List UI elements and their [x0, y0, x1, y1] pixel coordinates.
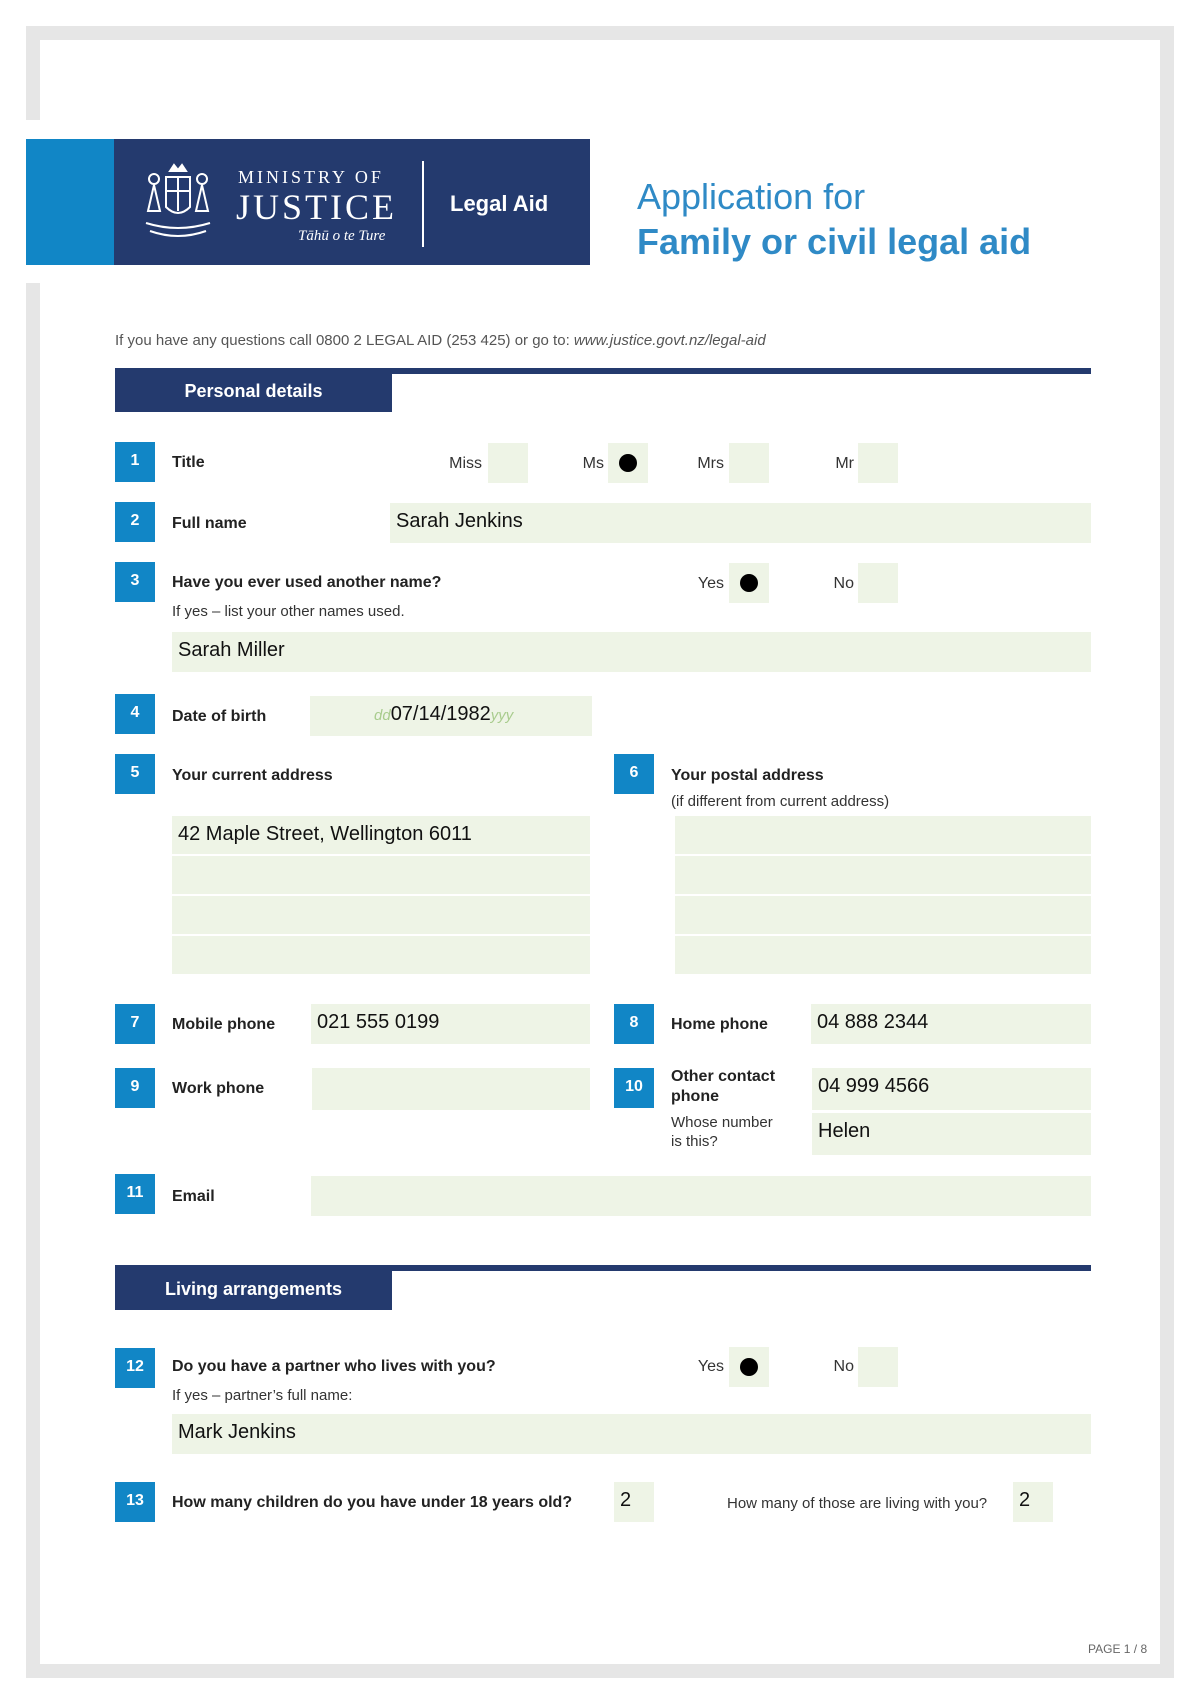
postal-address-line2[interactable]: [675, 856, 1091, 894]
partner-no-label: No: [833, 1358, 854, 1375]
ministry-name-line1: MINISTRY OF: [238, 167, 384, 187]
other-name-instruction: If yes – list your other names used.: [172, 603, 405, 620]
current-address-line3[interactable]: [172, 896, 590, 934]
title-option-miss-label: Miss: [449, 455, 482, 472]
page-frame-top: [26, 26, 1174, 40]
question-number: 2: [115, 502, 155, 542]
mobile-phone-field[interactable]: 021 555 0199: [311, 1004, 590, 1044]
other-contact-phone-field[interactable]: 04 999 4566: [812, 1068, 1091, 1110]
selected-mark: [619, 454, 637, 472]
form-title-line2: Family or civil legal aid: [637, 221, 1032, 262]
coat-of-arms-icon: [136, 161, 220, 245]
date-of-birth-field[interactable]: [310, 696, 592, 736]
question-number: 4: [115, 694, 155, 734]
full-name-label: Full name: [172, 515, 247, 532]
contact-info-text: If you have any questions call 0800 2 LEGAL AID (253 425) or go to:: [115, 332, 574, 349]
home-phone-label: Home phone: [671, 1016, 768, 1033]
other-contact-label-line1: Other contact: [671, 1068, 776, 1085]
current-address-line4[interactable]: [172, 936, 590, 974]
postal-address-line1[interactable]: [675, 816, 1091, 854]
other-name-no-checkbox[interactable]: [858, 563, 898, 603]
title-option-ms-label: Ms: [582, 455, 604, 472]
title-option-mrs-label: Mrs: [697, 455, 724, 472]
children-count-question: How many children do you have under 18 years old?: [172, 1494, 573, 1511]
work-phone-label: Work phone: [172, 1080, 265, 1097]
page-frame-left-lower: [26, 283, 40, 1678]
children-living-question: How many of those are living with you?: [727, 1495, 988, 1512]
ministry-banner: [114, 139, 590, 265]
mobile-phone-label: Mobile phone: [172, 1016, 276, 1033]
question-number: 6: [614, 754, 654, 794]
banner-accent: [26, 139, 114, 265]
whose-number-label-line2: is this?: [671, 1133, 718, 1150]
dob-hint-dd: dd: [374, 707, 391, 724]
whose-number-field[interactable]: Helen: [812, 1113, 1091, 1155]
question-number: 7: [115, 1004, 155, 1044]
title-option-mrs-checkbox[interactable]: [729, 443, 769, 483]
email-field[interactable]: [311, 1176, 1091, 1216]
title-option-mr-checkbox[interactable]: [858, 443, 898, 483]
home-phone-field[interactable]: 04 888 2344: [811, 1004, 1091, 1044]
other-name-question: Have you ever used another name?: [172, 574, 442, 591]
ministry-name-line2: JUSTICE: [236, 187, 398, 227]
contact-info: [115, 332, 766, 349]
partner-yes-checkbox[interactable]: [729, 1347, 769, 1387]
partner-name-field[interactable]: Mark Jenkins: [172, 1414, 1091, 1454]
partner-question: Do you have a partner who lives with you?: [172, 1358, 496, 1375]
postal-address-line3[interactable]: [675, 896, 1091, 934]
question-number: 1: [115, 442, 155, 482]
current-address-line1[interactable]: 42 Maple Street, Wellington 6011: [172, 816, 590, 854]
contact-info-url[interactable]: www.justice.govt.nz/legal-aid: [573, 332, 766, 349]
partner-instruction: If yes – partner’s full name:: [172, 1387, 353, 1404]
section-title-personal: Personal details: [115, 370, 392, 412]
postal-address-label: Your postal address: [671, 767, 824, 784]
question-number: 8: [614, 1004, 654, 1044]
service-name: Legal Aid: [450, 191, 549, 216]
page-frame-left-upper: [26, 26, 40, 120]
question-number: 12: [115, 1348, 155, 1388]
title-option-ms-checkbox[interactable]: [608, 443, 648, 483]
title-label: Title: [172, 454, 205, 471]
selected-mark: [740, 1358, 758, 1376]
title-option-mr-label: Mr: [835, 455, 854, 472]
postal-address-note: (if different from current address): [671, 793, 890, 810]
other-names-field[interactable]: Sarah Miller: [172, 632, 1091, 672]
form-title-line1: Application for: [637, 176, 866, 217]
whose-number-label-line1: Whose number: [671, 1114, 773, 1131]
question-number: 3: [115, 562, 155, 602]
other-contact-label-line2: phone: [671, 1088, 719, 1105]
full-name-field[interactable]: Sarah Jenkins: [390, 503, 1091, 543]
page-frame-bottom: [26, 1664, 1174, 1678]
question-number: 13: [115, 1482, 155, 1522]
question-number: 9: [115, 1068, 155, 1108]
page-frame-right: [1160, 26, 1174, 1678]
dob-hint-yyyy: yyy: [490, 707, 514, 724]
section-title-living: Living arrangements: [115, 1268, 392, 1310]
postal-address-line4[interactable]: [675, 936, 1091, 974]
banner-divider: [422, 161, 424, 247]
other-name-yes-checkbox[interactable]: [729, 563, 769, 603]
dob-value: 07/14/1982: [390, 703, 491, 725]
work-phone-field[interactable]: [312, 1068, 590, 1110]
other-name-no-label: No: [833, 575, 854, 592]
current-address-line2[interactable]: [172, 856, 590, 894]
question-number: 10: [614, 1068, 654, 1108]
children-count-field[interactable]: 2: [614, 1482, 654, 1522]
children-living-field[interactable]: 2: [1013, 1482, 1053, 1522]
date-of-birth-label: Date of birth: [172, 708, 267, 725]
partner-yes-label: Yes: [697, 1358, 724, 1375]
question-number: 11: [115, 1174, 155, 1214]
title-option-miss-checkbox[interactable]: [488, 443, 528, 483]
ministry-name-maori: Tāhū o te Ture: [298, 228, 386, 244]
question-number: 5: [115, 754, 155, 794]
other-name-yes-label: Yes: [697, 575, 724, 592]
email-label: Email: [172, 1188, 215, 1205]
page-number: PAGE 1 / 8: [1088, 1642, 1148, 1656]
partner-no-checkbox[interactable]: [858, 1347, 898, 1387]
current-address-label: Your current address: [172, 767, 333, 784]
selected-mark: [740, 574, 758, 592]
